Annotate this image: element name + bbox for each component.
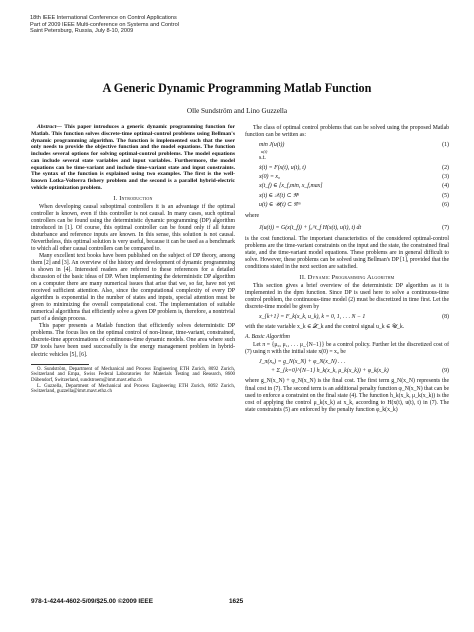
equation-4-number: (4) — [442, 183, 449, 190]
cost-functional-block — [245, 222, 449, 234]
footnote-divider — [31, 364, 89, 365]
equation-9-line-2-body: + Σ_{k=0}^{N−1} h_k(x_k, μ_k(x_k)) + φ_k(x_k) — [271, 368, 389, 375]
abstract — [31, 124, 235, 192]
isbn-text: 978-1-4244-4602-5/09/$25.00 ©2009 IEEE — [31, 598, 153, 605]
equation-9-line-1-body: J_π(x₀) = g_N(x_N) + φ_N(x_N) . . . — [259, 358, 346, 365]
paper-authors: Olle Sundström and Lino Guzzella — [186, 107, 288, 115]
equation-9-line-1 — [245, 358, 449, 367]
equation-1-body: min J(u(t)) — [259, 142, 285, 149]
final-cost-paragraph: where g_N(x_N) + φ_N(x_N) is the final cost. The first term g_N(x_N) represents the final cost in (7). The second term is an additional penalty function φ_N(x_N) that can be used to enforce a constraint on the final state (4). The function h_k(x_k, μ_k(x_k)) is the cost of applying the control μ_k(x_k) at x_k, according to H(x(t), u(t), t) in (7). The state constraints (5) are enforced by the penalty function φ_k(x_k) — [245, 378, 449, 413]
section-heading-dp-algorithm: II. Dynamic Programming Algorithm — [299, 273, 395, 281]
abstract-text: — This paper introduces a generic dynamic programming function for Matlab. This function solves discrete-time optimal-control problems using Bellman's dynamic programming algorithm. The function is implemented such that the user only needs to provide the objective function and the model equations. The function includes several options for solving optimal-control problems. The model equations can include several state variables and input variables. Furthermore, the model equations can be time-variant and include time-variant state and input constraints. The syntax of the function is explained using two examples. The first is the well-known Lotka-Volterra fishery problem and the second is a parallel hybrid-electric vehicle optimization problem. — [31, 124, 235, 191]
cost-functional-paragraph: is the cost functional. The important characteristics of the considered optimal-control problems are the time-variant constraints on the input and the state, the constrained final state, and the time-variant model equations. These problems are in general difficult to solve. However, these problems can be solved using Bellman's DP [1], provided that the conditions stated in the next section are satisfied. — [245, 235, 449, 270]
equation-2-body: ẋ(t) = F(x(t), u(t), t) — [259, 164, 306, 171]
equation-5-body: x(t) ∈ 𝒳(t) ⊂ ℜⁿ — [259, 192, 300, 199]
subsection-heading-basic-algorithm: A. Basic Algorithm — [245, 333, 290, 340]
equation-8 — [245, 313, 449, 322]
equation-3-body: x(0) = x₀ — [259, 173, 281, 180]
equation-3-number: (3) — [442, 173, 449, 180]
abstract-lead: Abstract — [37, 124, 57, 130]
discretized-cost-block — [245, 358, 449, 377]
subject-to-line — [245, 154, 449, 163]
equation-7-number: (7) — [442, 224, 449, 231]
equation-3 — [245, 173, 449, 182]
dp-overview-paragraph: This section gives a brief overview of the deterministic DP algorithm as it is implemented in the dpm function. Since DP is used here to solve a continuous-time control problem, the continuous-time model (2) must be discretized in time first. Let the discrete-time model be given by — [245, 282, 449, 310]
equation-7-body: J(u(t)) = G(x(t_f)) + ∫₀^t_f H(x(t), u(t), t) dt — [259, 224, 362, 231]
page-number: 1625 — [229, 598, 244, 605]
equation-4 — [245, 182, 449, 191]
footnote-author-1: O. Sundström, Department of Mechanical and Process Engineering ETH Zurich, 8092 Zurich, Switzerland and Empa, Swiss Federal Laboratories for Materials Testing and Research, 8600 Dübendorf, Switzerland, sundstroem@imrt.mavt.ethz.ch — [31, 366, 235, 383]
intro-paragraph-3: This paper presents a Matlab function that efficiently solves deterministic DP problems. The focus lies on the optimal control of non-linear, time-variant, constrained, discrete-time approximations of continuous-time dynamic models. One area where such DP tools have been used successfully is the energy management problem in hybrid-electric vehicles [5], [6]. — [31, 323, 235, 358]
where-label-1: where — [245, 212, 260, 219]
right-column — [245, 125, 449, 414]
equation-2 — [245, 164, 449, 173]
equation-6-number: (6) — [442, 202, 449, 209]
equation-2-number: (2) — [442, 164, 449, 171]
paper-title: A Generic Dynamic Programming Matlab Function — [102, 81, 372, 95]
section-heading-introduction: I. Introduction — [113, 194, 153, 202]
intro-paragraph-2: Many excellent text books have been published on the subject of DP theory, among them [2] and [3]. An overview of the history and development of dynamic programming is shown in [4]. Interested readers are referred to these references for a detailed discussion of the basic ideas of DP. When implementing the deterministic DP algorithm on a computer there are many numerical issues that arise that we, so far, have not yet received sufficient attention. Also, since the computational complexity of every DP algorithm is exponential in the number of states and inputs, special attention must be given to minimizing the overall computational cost. The implementation of suitable numerical algorithms that efficiently solve a given DP problem is, therefore, a nontrivial part of a design process. — [31, 252, 235, 323]
conference-header — [30, 15, 179, 35]
equation-1-number: (1) — [442, 142, 449, 149]
equation-7 — [245, 222, 449, 234]
equation-6-body: u(t) ∈ 𝒰(t) ⊂ ℜᵐ — [259, 202, 301, 209]
equation-8-number: (8) — [442, 314, 449, 321]
subject-to-label: s.t. — [259, 155, 266, 162]
optimal-control-problem — [245, 141, 449, 210]
equation-5 — [245, 192, 449, 201]
conference-line-1: 18th IEEE International Conference on Control Applications — [30, 15, 177, 21]
conference-line-2: Part of 2009 IEEE Multi-conference on Systems and Control — [30, 21, 179, 28]
equation-6 — [245, 201, 449, 210]
discrete-model-block — [245, 313, 449, 322]
equation-4-body: x(t_f) ∈ [x_f,min, x_f,max] — [259, 183, 323, 190]
equation-5-number: (5) — [442, 192, 449, 199]
problem-class-paragraph: The class of optimal control problems that can be solved using the proposed Matlab function can be written as: — [245, 125, 449, 139]
intro-paragraph-1: When developing causal suboptimal controllers it is an advantage if the optimal controller is known, even if this controller is not causal. In many cases, such optimal controllers can be found using the deterministic dynamic programming (DP) algorithm introduced in [1]. Of course, this optimal controller can be found only if all future disturbance and reference inputs are known. In this sense, this solution is not causal. Nevertheless, this optimal solution is very useful, because it can be used as a benchmark to which all other causal controllers can be compared to. — [31, 203, 235, 252]
equation-1 — [245, 141, 449, 149]
control-policy-paragraph: Let π = {μ₀, μ₁, . . . μ_{N−1}} be a control policy. Further let the discretized cost of (7) using π with the initial state x(0) = x₀ be — [245, 341, 449, 355]
equation-9-number: (9) — [442, 368, 449, 375]
conference-line-3: Saint Petersburg, Russia, July 8-10, 2009 — [30, 28, 134, 35]
state-variable-paragraph: with the state variable x_k ∈ 𝒳_k and the control signal u_k ∈ 𝒰_k. — [245, 324, 405, 331]
left-column — [31, 124, 235, 395]
equation-9-line-2 — [245, 367, 449, 376]
equation-8-body: x_{k+1} = F_k(x_k, u_k), k = 0, 1, . . . N − 1 — [259, 314, 366, 321]
footnote-author-2: L. Guzzella, Department of Mechanical and Process Engineering ETH Zurich, 8092 Zurich, Switzerland, guzzella@imrt.mavt.ethz.ch — [31, 383, 235, 395]
equation-1-subscript-text: u(t) — [261, 149, 268, 155]
